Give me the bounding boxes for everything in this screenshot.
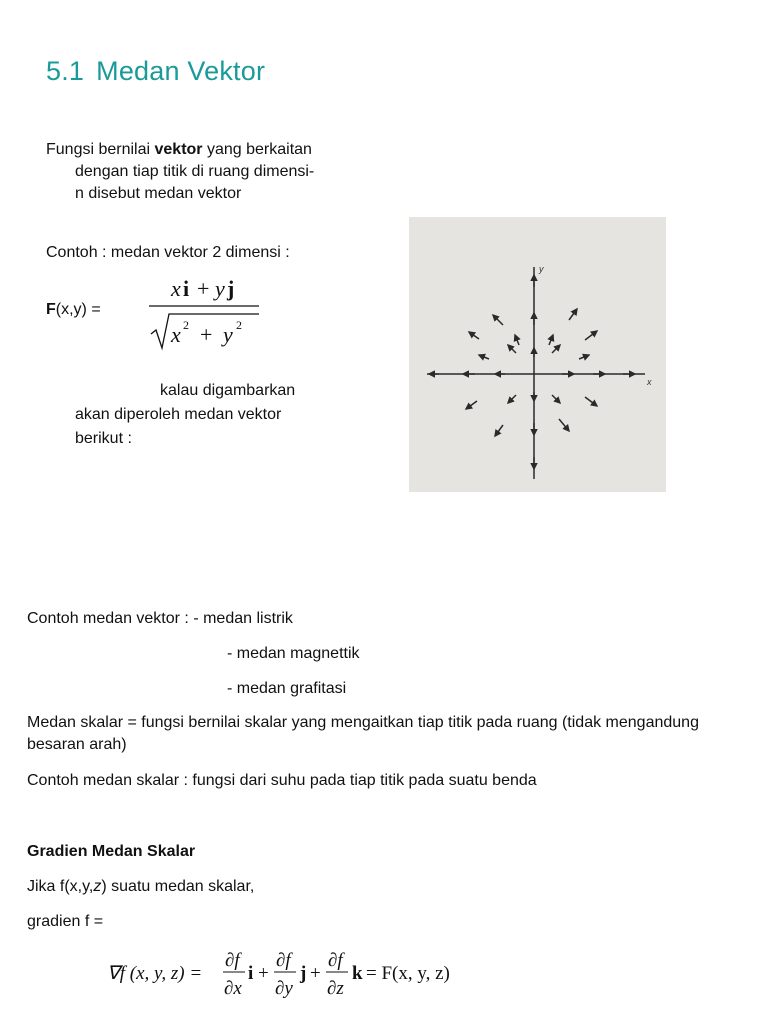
definition-text-b: yang berkaitan: [202, 141, 312, 158]
arrow: [466, 401, 477, 409]
page-title: [46, 56, 265, 87]
described-line-3: berikut :: [75, 430, 132, 447]
definition-line-1: [46, 139, 386, 161]
vector-field-figure: [409, 217, 666, 492]
vector-field-formula: [145, 272, 263, 363]
arrow: [495, 425, 503, 436]
vector-field-definition: [46, 139, 386, 205]
gradient-intro: [27, 876, 254, 898]
plus-1: +: [258, 963, 269, 984]
num-i: i: [183, 276, 190, 301]
unit-k: k: [352, 963, 363, 984]
y-axis-label: y: [539, 264, 544, 274]
num-j: j: [227, 276, 235, 301]
vector-arrows: [429, 275, 635, 469]
gradient-rhs: = F(x, y, z): [366, 963, 450, 984]
title-text: Medan Vektor: [96, 56, 266, 86]
definition-line-2: dengan tiap titik di ruang dimensi-: [75, 163, 315, 180]
arrow: [508, 395, 516, 403]
num-plus: +: [197, 276, 210, 301]
den-y: y: [223, 322, 233, 347]
gradient-formula: [107, 948, 487, 1013]
title-number: 5.1: [46, 56, 85, 86]
gradient-intro-z: z: [93, 878, 102, 895]
gradient-intro-a: Jika f(x,y,: [27, 878, 94, 895]
f-label-rest: (x,y) =: [55, 301, 101, 318]
arrow: [479, 355, 489, 359]
vector-example-item-3: - medan grafitasi: [227, 680, 347, 697]
nabla-lhs: ∇f (x, y, z) =: [107, 963, 203, 984]
gradient-heading: Gradien Medan Skalar: [27, 843, 196, 860]
df-3: ∂f: [328, 950, 343, 971]
den-plus: +: [200, 322, 213, 347]
vector-field-svg: [409, 217, 666, 492]
arrow: [585, 331, 597, 340]
formula-svg: [145, 272, 265, 358]
scalar-field-definition: Medan skalar = fungsi bernilai skalar yang mengaitkan tiap titik pada ruang (tidak mengandung besaran arah): [27, 714, 699, 753]
scalar-field-example: Contoh medan skalar : fungsi dari suhu pada tiap titik pada suatu benda: [27, 772, 537, 789]
dz: ∂z: [327, 978, 344, 999]
vector-example-item-2: - medan magnettik: [227, 645, 360, 662]
arrow: [579, 355, 589, 359]
f-label: [46, 299, 101, 321]
dy: ∂y: [275, 978, 293, 999]
arrow: [552, 395, 560, 403]
den-y-exp: 2: [236, 318, 242, 332]
arrow: [559, 419, 569, 431]
gradient-label: gradien f =: [27, 913, 104, 930]
arrow: [508, 345, 516, 353]
den-x: x: [171, 322, 181, 347]
arrow: [585, 397, 597, 406]
unit-j: j: [300, 963, 307, 984]
num-y: y: [215, 276, 225, 301]
arrow: [552, 345, 560, 353]
definition-line-3: n disebut medan vektor: [75, 185, 242, 202]
gradient-formula-svg: [107, 948, 487, 1008]
unit-i: i: [248, 963, 254, 984]
arrow: [549, 335, 553, 345]
described-line-2: akan diperoleh medan vektor: [75, 406, 282, 423]
described-line-1: kalau digambarkan: [160, 382, 296, 399]
example-2d-heading: Contoh : medan vektor 2 dimensi :: [46, 244, 290, 261]
f-label-bold: F: [46, 301, 56, 318]
plus-2: +: [310, 963, 321, 984]
dx: ∂x: [224, 978, 242, 999]
num-x: x: [171, 276, 181, 301]
gradient-intro-b: ) suatu medan skalar,: [101, 878, 255, 895]
arrow: [569, 309, 577, 320]
x-axis-label: x: [647, 377, 652, 387]
vector-example-lead: Contoh medan vektor : - medan listrik: [27, 610, 293, 627]
df-2: ∂f: [276, 950, 291, 971]
definition-bold-word: vektor: [154, 141, 203, 158]
arrow: [515, 335, 519, 345]
df-1: ∂f: [225, 950, 240, 971]
arrow: [469, 332, 479, 339]
arrow: [493, 315, 503, 325]
definition-text-a: Fungsi bernilai: [46, 141, 155, 158]
den-x-exp: 2: [183, 318, 189, 332]
